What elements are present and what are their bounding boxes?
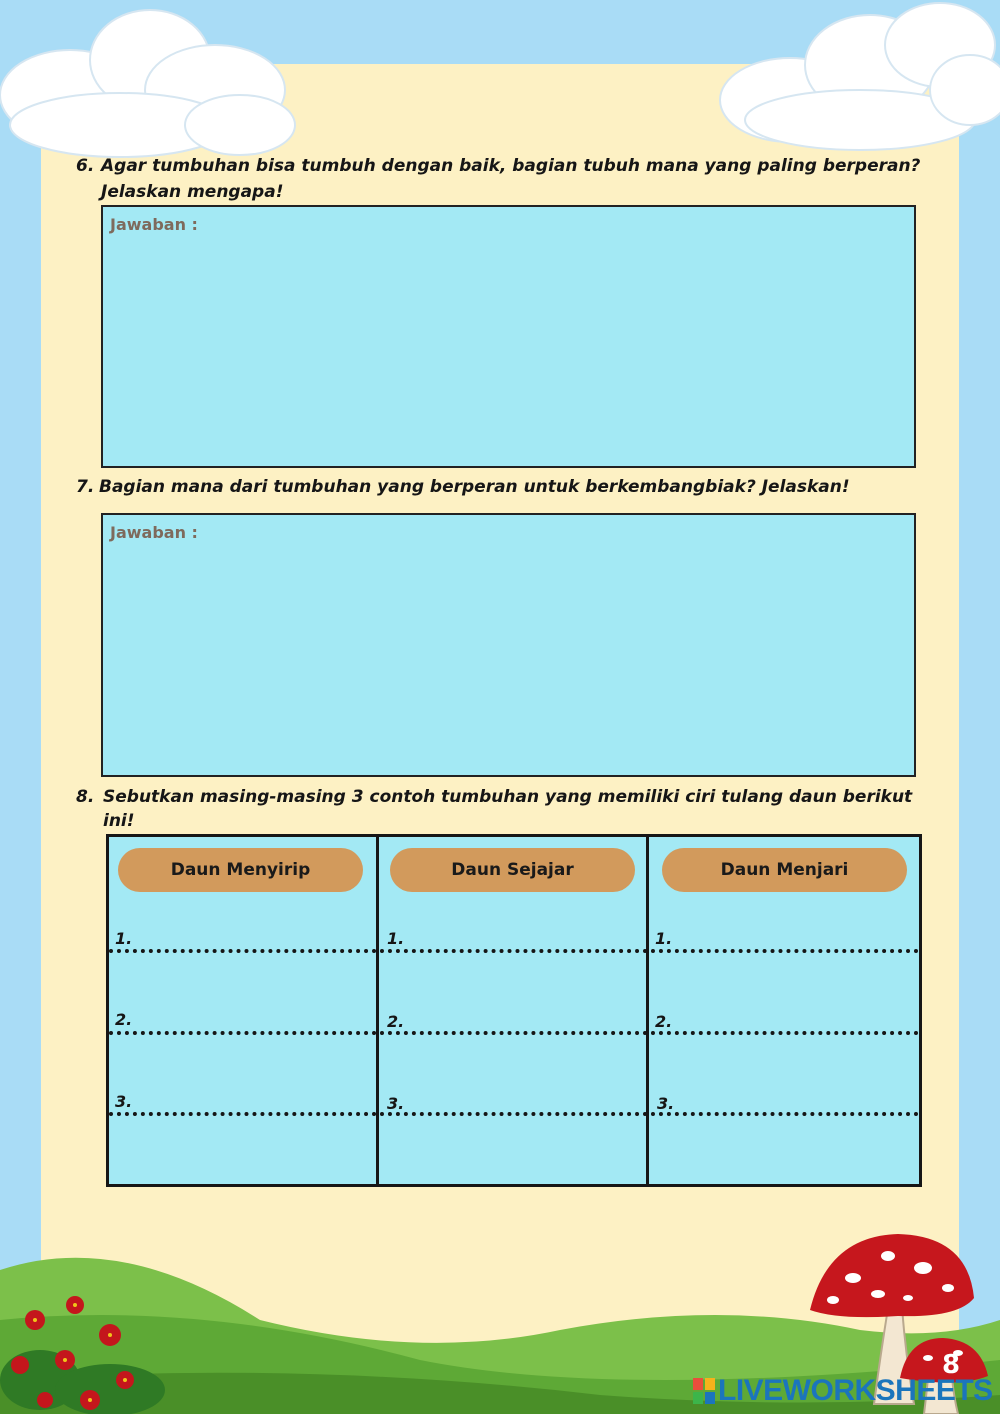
live-badge-icon (693, 1378, 715, 1404)
row-label: 2. (655, 1012, 673, 1031)
answer-line[interactable] (109, 949, 919, 953)
question-6 (76, 153, 926, 205)
question-text-line2: Jelaskan mengapa! (101, 182, 284, 202)
column-header-menyirip: Daun Menyirip (118, 848, 363, 892)
answer-line[interactable] (109, 1112, 919, 1116)
cloud-left-icon (0, 0, 300, 170)
row-label: 2. (115, 1010, 133, 1029)
row-label: 2. (387, 1012, 405, 1031)
answer-label: Jawaban : (110, 523, 198, 542)
column-divider (646, 837, 649, 1184)
question-text: Sebutkan masing-masing 3 contoh tumbuhan yang memiliki ciri tulang daun berikut (103, 787, 913, 807)
row-label: 3. (115, 1092, 133, 1111)
question-text-line2: ini! (103, 811, 135, 831)
red-flowers-icon (0, 1260, 180, 1414)
question-8 (76, 784, 926, 836)
column-divider (376, 837, 379, 1184)
row-label: 1. (387, 929, 405, 948)
row-label: 1. (655, 929, 673, 948)
leaf-type-table (106, 834, 922, 1187)
cloud-right-icon (700, 0, 1000, 170)
question-7 (76, 474, 926, 500)
liveworksheets-logo (693, 1376, 993, 1406)
question-text: Bagian mana dari tumbuhan yang berperan untuk berkembangbiak? Jelaskan! (99, 477, 850, 497)
answer-line[interactable] (109, 1031, 919, 1035)
question-text: Agar tumbuhan bisa tumbuh dengan baik, bagian tubuh mana yang paling berperan? (101, 156, 921, 176)
answer-box-7[interactable] (101, 513, 916, 777)
question-number: 8. (76, 787, 95, 807)
row-label: 1. (115, 929, 133, 948)
row-label: 3. (387, 1094, 405, 1113)
row-label: 3. (657, 1094, 675, 1113)
question-number: 7. (76, 477, 95, 497)
column-header-menjari: Daun Menjari (662, 848, 907, 892)
column-header-sejajar: Daun Sejajar (390, 848, 635, 892)
brand-text: LIVEWORKSHEETS (718, 1374, 993, 1407)
page-number: 8 (942, 1350, 961, 1380)
answer-label: Jawaban : (110, 215, 198, 234)
question-number: 6. (76, 156, 95, 176)
answer-box-6[interactable] (101, 205, 916, 468)
